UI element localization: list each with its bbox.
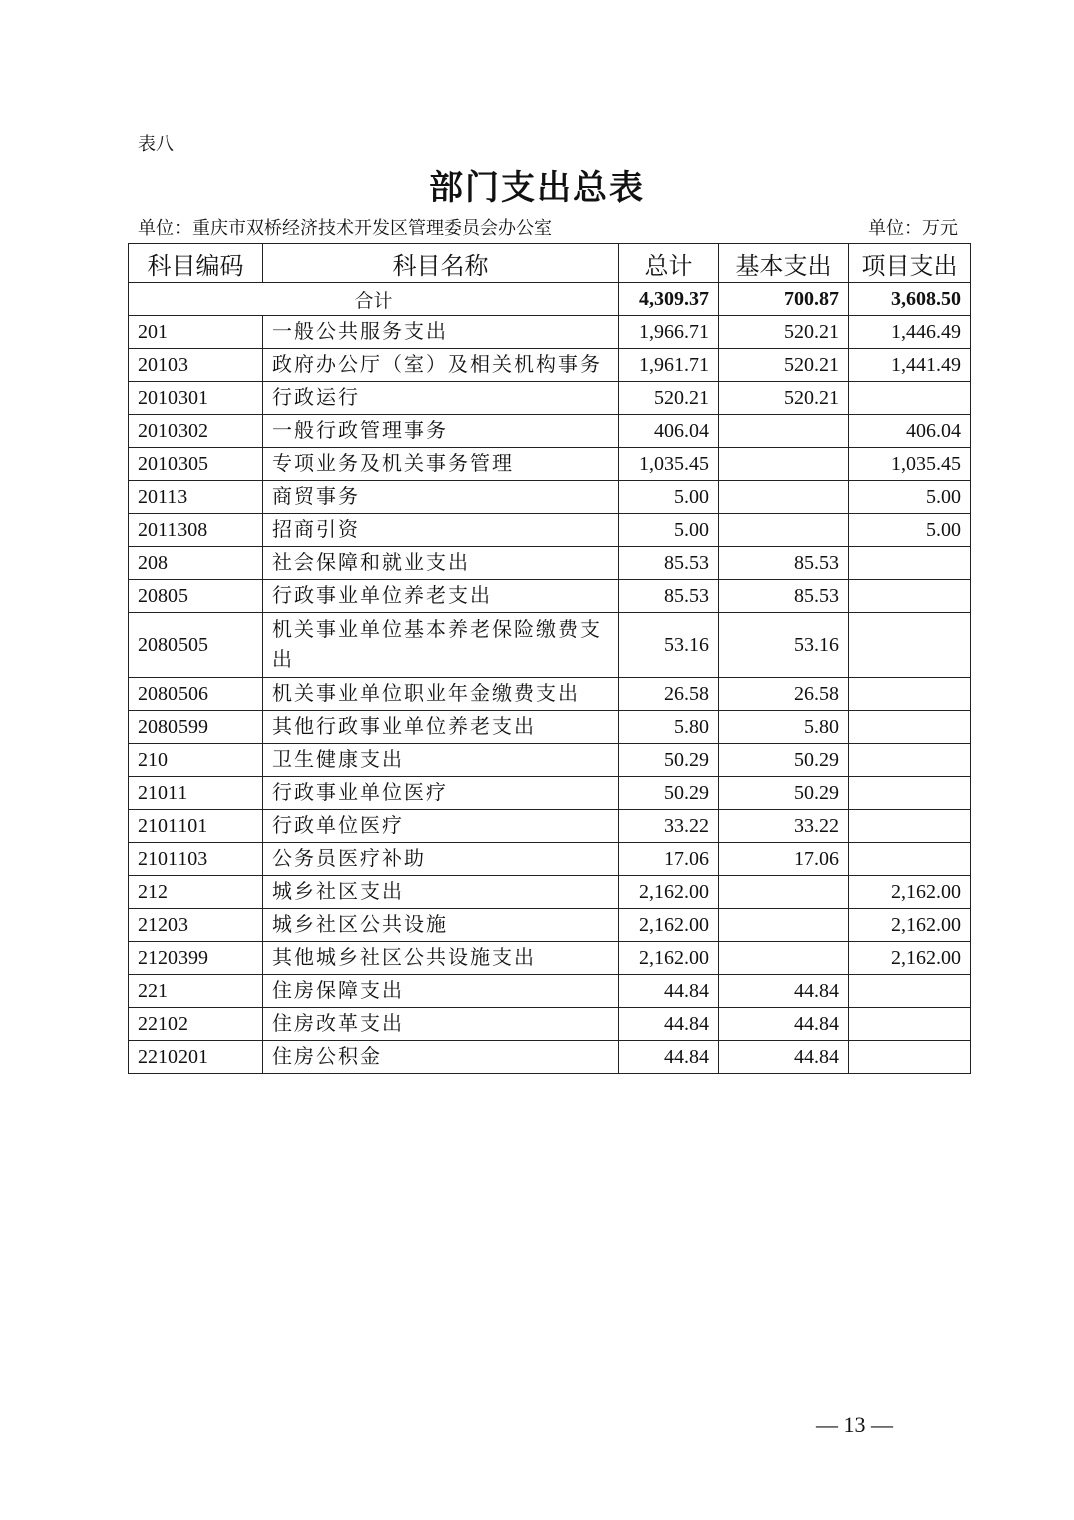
total-project: 3,608.50 xyxy=(849,283,971,316)
cell-code: 2011308 xyxy=(129,514,263,547)
table-row xyxy=(129,678,971,711)
cell-code: 221 xyxy=(129,975,263,1008)
header-name: 科目名称 xyxy=(263,244,619,283)
cell-project: 2,162.00 xyxy=(849,942,971,975)
cell-name: 公务员医疗补助 xyxy=(263,843,619,876)
cell-project xyxy=(849,678,971,711)
cell-project xyxy=(849,975,971,1008)
cell-project xyxy=(849,382,971,415)
cell-basic xyxy=(719,481,849,514)
cell-project xyxy=(849,613,971,678)
cell-total: 2,162.00 xyxy=(619,942,719,975)
cell-project xyxy=(849,1008,971,1041)
cell-project xyxy=(849,744,971,777)
cell-project: 5.00 xyxy=(849,481,971,514)
cell-total: 1,961.71 xyxy=(619,349,719,382)
cell-name: 政府办公厅（室）及相关机构事务 xyxy=(263,349,619,382)
cell-total: 2,162.00 xyxy=(619,909,719,942)
cell-basic xyxy=(719,942,849,975)
cell-project xyxy=(849,843,971,876)
cell-name: 住房公积金 xyxy=(263,1041,619,1074)
cell-total: 50.29 xyxy=(619,744,719,777)
cell-total: 44.84 xyxy=(619,1008,719,1041)
table-row xyxy=(129,975,971,1008)
cell-total: 33.22 xyxy=(619,810,719,843)
cell-code: 21011 xyxy=(129,777,263,810)
cell-basic xyxy=(719,909,849,942)
header-total: 总计 xyxy=(619,244,719,283)
cell-code: 2010302 xyxy=(129,415,263,448)
expenditure-table xyxy=(128,243,971,1074)
cell-basic: 520.21 xyxy=(719,382,849,415)
cell-name: 住房保障支出 xyxy=(263,975,619,1008)
cell-code: 2210201 xyxy=(129,1041,263,1074)
cell-total: 1,035.45 xyxy=(619,448,719,481)
cell-name: 其他城乡社区公共设施支出 xyxy=(263,942,619,975)
cell-project: 1,441.49 xyxy=(849,349,971,382)
table-row xyxy=(129,514,971,547)
cell-code: 20113 xyxy=(129,481,263,514)
table-label: 表八 xyxy=(138,134,174,155)
table-row xyxy=(129,448,971,481)
cell-code: 212 xyxy=(129,876,263,909)
cell-basic: 26.58 xyxy=(719,678,849,711)
cell-total: 520.21 xyxy=(619,382,719,415)
cell-code: 20103 xyxy=(129,349,263,382)
cell-name: 行政事业单位养老支出 xyxy=(263,580,619,613)
cell-code: 201 xyxy=(129,316,263,349)
cell-total: 17.06 xyxy=(619,843,719,876)
table-row xyxy=(129,547,971,580)
total-label: 合计 xyxy=(129,283,619,316)
cell-basic xyxy=(719,876,849,909)
total-sum: 4,309.37 xyxy=(619,283,719,316)
cell-code: 2010301 xyxy=(129,382,263,415)
cell-name: 住房改革支出 xyxy=(263,1008,619,1041)
cell-basic: 85.53 xyxy=(719,547,849,580)
cell-code: 22102 xyxy=(129,1008,263,1041)
cell-name: 卫生健康支出 xyxy=(263,744,619,777)
cell-basic: 520.21 xyxy=(719,316,849,349)
cell-name: 机关事业单位基本养老保险缴费支出 xyxy=(263,613,619,678)
cell-code: 20805 xyxy=(129,580,263,613)
cell-name: 城乡社区公共设施 xyxy=(263,909,619,942)
cell-total: 26.58 xyxy=(619,678,719,711)
cell-project xyxy=(849,711,971,744)
cell-basic: 53.16 xyxy=(719,613,849,678)
cell-code: 2101103 xyxy=(129,843,263,876)
cell-name: 其他行政事业单位养老支出 xyxy=(263,711,619,744)
cell-code: 2080599 xyxy=(129,711,263,744)
unit-currency: 单位：万元 xyxy=(868,218,958,239)
cell-name: 商贸事务 xyxy=(263,481,619,514)
cell-total: 406.04 xyxy=(619,415,719,448)
cell-basic: 5.80 xyxy=(719,711,849,744)
cell-total: 85.53 xyxy=(619,547,719,580)
table-row xyxy=(129,744,971,777)
header-code: 科目编码 xyxy=(129,244,263,283)
table-row xyxy=(129,843,971,876)
cell-project xyxy=(849,777,971,810)
cell-name: 行政单位医疗 xyxy=(263,810,619,843)
cell-name: 招商引资 xyxy=(263,514,619,547)
table-header-row xyxy=(129,244,971,283)
table-row xyxy=(129,942,971,975)
cell-name: 一般行政管理事务 xyxy=(263,415,619,448)
cell-code: 2120399 xyxy=(129,942,263,975)
cell-basic: 17.06 xyxy=(719,843,849,876)
table-row xyxy=(129,1008,971,1041)
cell-total: 50.29 xyxy=(619,777,719,810)
cell-basic: 44.84 xyxy=(719,1008,849,1041)
page-number: — 13 — xyxy=(816,1412,893,1437)
header-basic: 基本支出 xyxy=(719,244,849,283)
cell-name: 机关事业单位职业年金缴费支出 xyxy=(263,678,619,711)
cell-project xyxy=(849,580,971,613)
cell-project: 2,162.00 xyxy=(849,876,971,909)
table-row xyxy=(129,316,971,349)
cell-project: 5.00 xyxy=(849,514,971,547)
cell-project: 406.04 xyxy=(849,415,971,448)
cell-basic: 33.22 xyxy=(719,810,849,843)
table-row xyxy=(129,349,971,382)
cell-project xyxy=(849,810,971,843)
table-row xyxy=(129,613,971,678)
table-row xyxy=(129,876,971,909)
cell-total: 5.00 xyxy=(619,514,719,547)
cell-total: 2,162.00 xyxy=(619,876,719,909)
cell-code: 2101101 xyxy=(129,810,263,843)
cell-basic: 50.29 xyxy=(719,777,849,810)
cell-basic: 85.53 xyxy=(719,580,849,613)
cell-name: 一般公共服务支出 xyxy=(263,316,619,349)
cell-code: 21203 xyxy=(129,909,263,942)
table-row xyxy=(129,415,971,448)
cell-basic: 44.84 xyxy=(719,975,849,1008)
cell-total: 44.84 xyxy=(619,1041,719,1074)
header-project: 项目支出 xyxy=(849,244,971,283)
cell-code: 2080506 xyxy=(129,678,263,711)
cell-name: 行政事业单位医疗 xyxy=(263,777,619,810)
cell-project: 1,035.45 xyxy=(849,448,971,481)
cell-basic xyxy=(719,514,849,547)
cell-project xyxy=(849,547,971,580)
cell-project xyxy=(849,1041,971,1074)
cell-name: 行政运行 xyxy=(263,382,619,415)
cell-total: 53.16 xyxy=(619,613,719,678)
unit-organization: 单位：重庆市双桥经济技术开发区管理委员会办公室 xyxy=(138,218,552,239)
cell-name: 城乡社区支出 xyxy=(263,876,619,909)
cell-basic xyxy=(719,415,849,448)
table-row xyxy=(129,777,971,810)
table-row xyxy=(129,909,971,942)
cell-total: 85.53 xyxy=(619,580,719,613)
cell-total: 1,966.71 xyxy=(619,316,719,349)
cell-name: 专项业务及机关事务管理 xyxy=(263,448,619,481)
table-row xyxy=(129,382,971,415)
table-row xyxy=(129,1041,971,1074)
cell-basic: 50.29 xyxy=(719,744,849,777)
table-row xyxy=(129,481,971,514)
cell-project: 2,162.00 xyxy=(849,909,971,942)
table-row xyxy=(129,580,971,613)
cell-total: 5.80 xyxy=(619,711,719,744)
cell-code: 2080505 xyxy=(129,613,263,678)
cell-basic: 520.21 xyxy=(719,349,849,382)
cell-total: 5.00 xyxy=(619,481,719,514)
cell-basic: 44.84 xyxy=(719,1041,849,1074)
cell-project: 1,446.49 xyxy=(849,316,971,349)
total-basic: 700.87 xyxy=(719,283,849,316)
table-row xyxy=(129,810,971,843)
cell-code: 2010305 xyxy=(129,448,263,481)
table-row xyxy=(129,711,971,744)
total-row xyxy=(129,283,971,316)
page-title: 部门支出总表 xyxy=(429,168,645,208)
cell-code: 208 xyxy=(129,547,263,580)
cell-total: 44.84 xyxy=(619,975,719,1008)
cell-code: 210 xyxy=(129,744,263,777)
cell-name: 社会保障和就业支出 xyxy=(263,547,619,580)
cell-basic xyxy=(719,448,849,481)
